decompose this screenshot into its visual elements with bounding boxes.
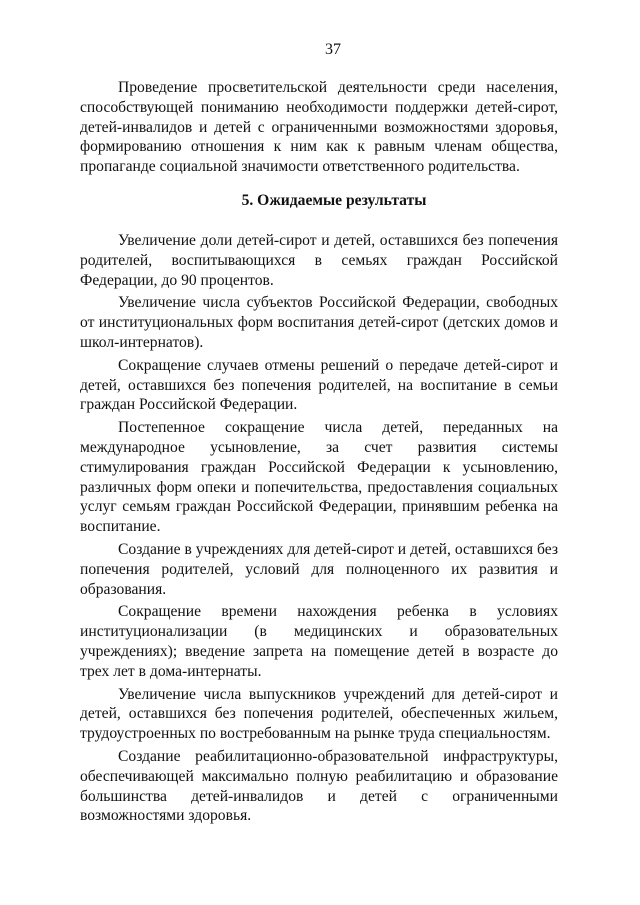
result-paragraph: Сокращение случаев отмены решений о передаче детей-сирот и детей, оставшихся без попечения родителей, на воспитание в семьи граждан Российской Федерации. [80,356,558,414]
result-paragraph: Увеличение числа субъектов Российской Федерации, свободных от институциональных форм воспитания детей-сирот (детских домов и школ-интернатов). [80,294,558,351]
page-number: 37 [325,41,341,58]
result-paragraph: Сокращение времени нахождения ребенка в условиях институционализации (в медицинских и образовательных учреждениях); введение запрета на помещение детей в возрасте до трех лет в дома-интернаты. [80,603,558,680]
result-paragraph: Создание реабилитационно-образовательной инфраструктуры, обеспечивающей максимально полную реабилитацию и образование большинства детей-инвалидов и детей с ограниченными возможностями здоровья. [80,747,558,825]
section-heading: 5. Ожидаемые результаты [241,191,427,209]
result-paragraph: Создание в учреждениях для детей-сирот и детей, оставшихся без попечения родителей, условий для полноценного их развития и образования. [80,540,558,598]
result-paragraph: Увеличение числа выпускников учреждений для детей-сирот и детей, оставшихся без попечения родителей, обеспеченных жильем, трудоустроенных по востребованным на рынке труда специальностям. [80,685,558,743]
result-paragraph: Увеличение доли детей-сирот и детей, оставшихся без попечения родителей, воспитывающихся в семьях граждан Российской Федерации, до 90 процентов. [80,231,558,289]
intro-paragraph: Проведение просветительской деятельности среди населения, способствующей пониманию необходимости поддержки детей-сирот, детей-инвалидов и детей с ограниченными возможностями здоровья, формированию отношения к ним как к равным членам общества, пропаганде социальной значимости ответственного родительства. [80,79,558,176]
document-page [80,40,558,829]
result-paragraph: Постепенное сокращение числа детей, переданных на международное усыновление, за счет развития системы стимулирования граждан Российской Федерации к усыновлению, различных форм опеки и попечительства, предоставления социальных услуг семьям граждан Российской Федерации, принявшим ребенка на воспитание. [80,419,558,536]
